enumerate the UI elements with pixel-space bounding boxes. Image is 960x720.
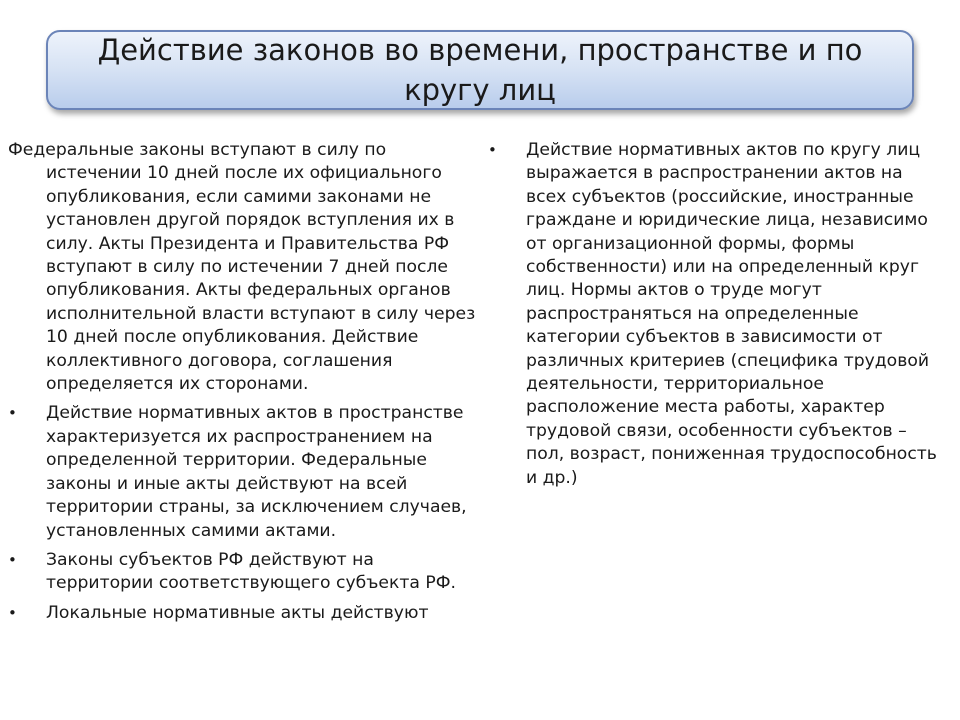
left-bullet-3	[8, 602, 478, 625]
right-bullet-1	[488, 139, 948, 490]
left-bullet-2-text: Законы субъектов РФ действуют на территории соответствующего субъекта РФ.	[46, 549, 456, 594]
left-bullet-3-text: Локальные нормативные акты действуют	[46, 602, 429, 623]
slide-title: Действие законов во времени, пространстве и по кругу лиц	[97, 33, 863, 107]
left-bullet-1	[8, 402, 478, 542]
left-bullet-1-text: Действие нормативных актов в пространстве характеризуется их распространением на определенной территории. Федеральные законы и иные акты действуют на всей территории страны, за исключением случаев, установленных самими актами.	[46, 403, 467, 541]
bullet-icon: •	[488, 141, 497, 159]
bullet-icon: •	[8, 603, 17, 622]
left-bullet-2	[8, 549, 478, 596]
left-intro-paragraph: Федеральные законы вступают в силу по истечении 10 дней после их официального опубликования, если самими законами не установлен другой порядок вступления их в силу. Акты Президента и Правительства РФ вступают в силу по истечении 7 дней после опубликования. Акты федеральных органов исполнительной власти вступают в силу через 10 дней после опубликования. Действие коллективного договора, соглашения определяется их сторонами.	[8, 140, 476, 395]
title-box	[46, 30, 914, 110]
bullet-icon: •	[8, 550, 17, 569]
left-column	[8, 139, 478, 631]
bullet-icon: •	[8, 404, 17, 423]
right-bullet-1-text: Действие нормативных актов по кругу лиц выражается в распространении актов на всех субъектов (российские, иностранные граждане и юридические лица, независимо от организационной формы, формы собственности) или на определенный круг лиц. Нормы актов о труде могут распространяться на определенные категории субъектов в зависимости от различных критериев (специфика трудовой деятельности, территориальное расположение места работы, характер трудовой связи, особенности субъектов – пол, возраст, пониженная трудоспособность и др.)	[526, 140, 937, 488]
right-column	[488, 139, 948, 496]
